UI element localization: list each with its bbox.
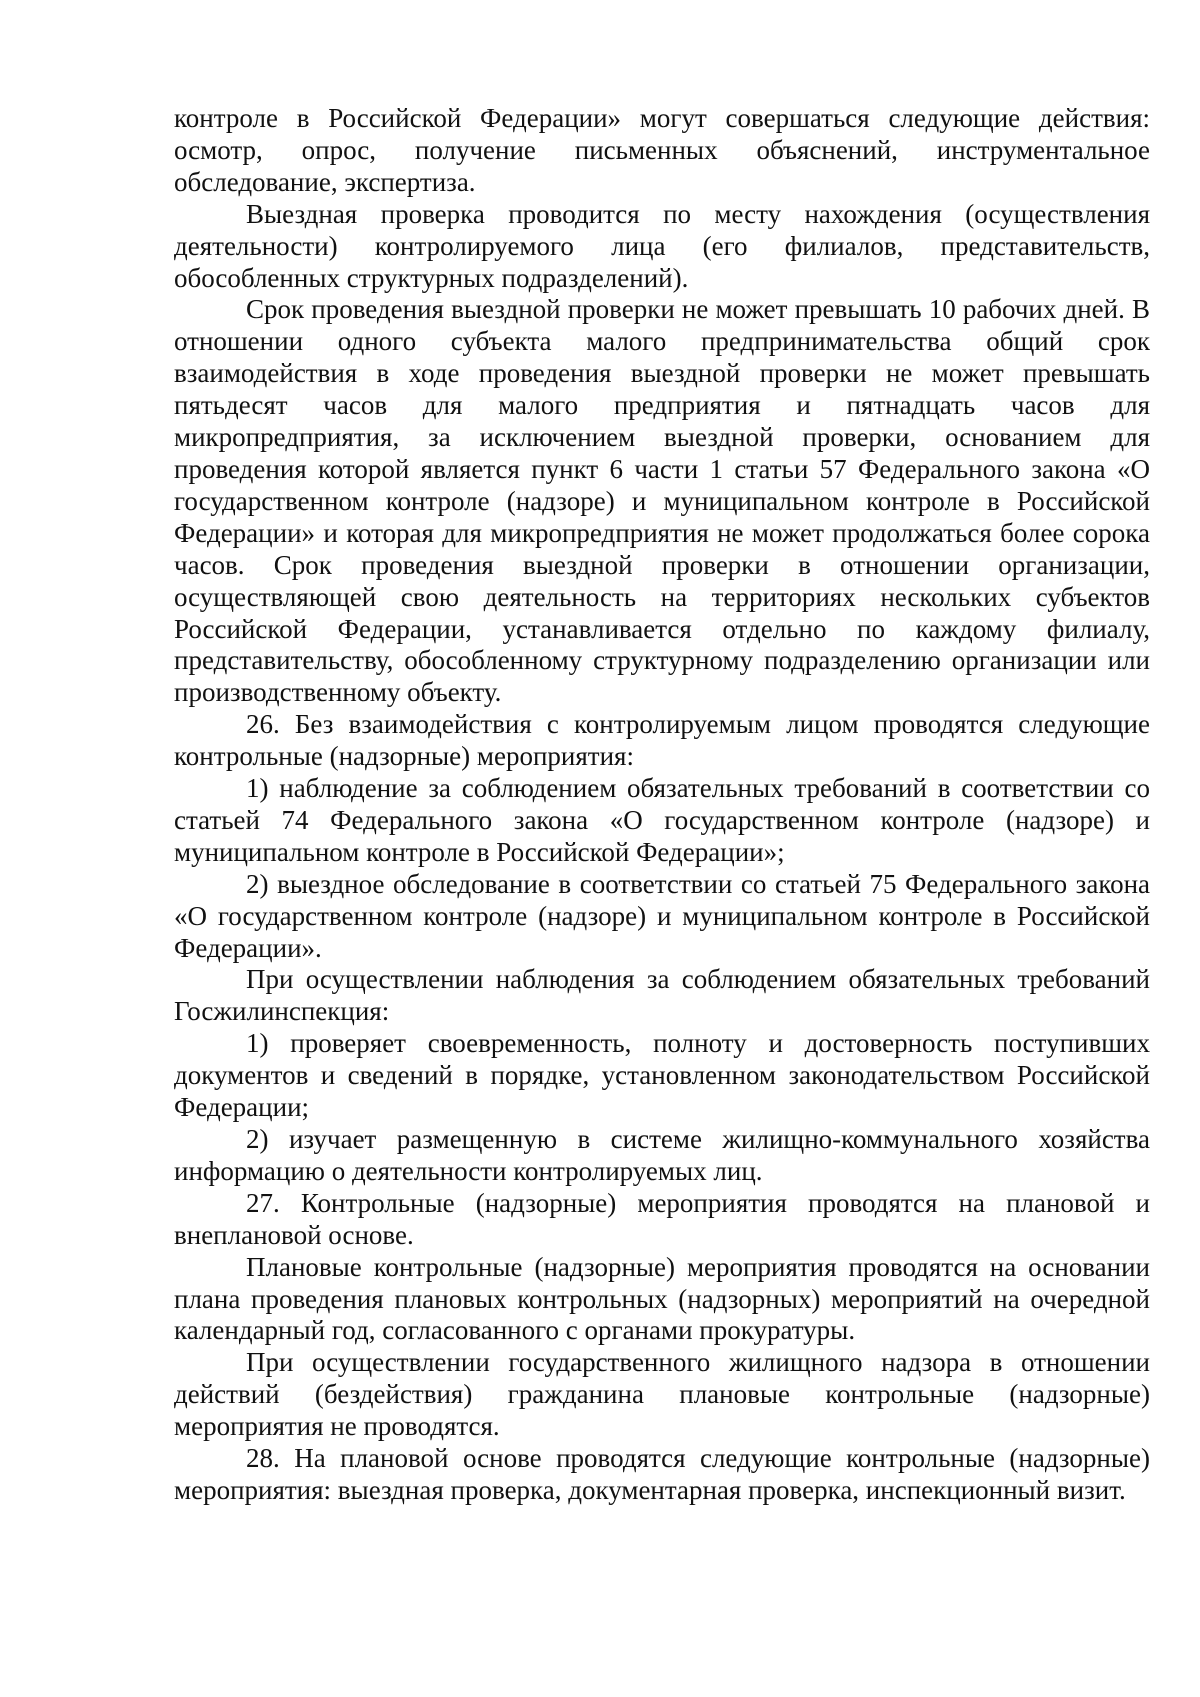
paragraph-9: 2) изучает размещенную в системе жилищно-коммунального хозяйства информацию о деятельности контролируемых лиц. xyxy=(174,1124,1150,1186)
paragraph-13: 28. На плановой основе проводятся следующие контрольные (надзорные) мероприятия: выездная проверка, документарная проверка, инспекционный визит. xyxy=(174,1443,1150,1505)
paragraph-11: Плановые контрольные (надзорные) мероприятия проводятся на основании плана проведения плановых контрольных (надзорных) мероприятий на очередной календарный год, согласованного с органами прокуратуры. xyxy=(174,1251,1150,1346)
document-page xyxy=(174,103,1150,1507)
paragraph-10: 27. Контрольные (надзорные) мероприятия проводятся на плановой и внеплановой основе. xyxy=(174,1187,1150,1250)
paragraph-7: При осуществлении наблюдения за соблюдением обязательных требований Госжилинспекция: xyxy=(174,964,1150,1027)
paragraph-4: 26. Без взаимодействия с контролируемым лицом проводятся следующие контрольные (надзорные) мероприятия: xyxy=(174,709,1150,772)
paragraph-6: 2) выездное обследование в соответствии со статьей 75 Федерального закона «О государственном контроле (надзоре) и муниципальном контроле в Российской Федерации». xyxy=(174,868,1150,963)
paragraph-12: При осуществлении государственного жилищного надзора в отношении действий (бездействия) гражданина плановые контрольные (надзорные) мероприятия не проводятся. xyxy=(174,1347,1150,1442)
paragraph-3: Срок проведения выездной проверки не может превышать 10 рабочих дней. В отношении одного субъекта малого предпринимательства общий срок взаимодействия в ходе проведения выездной проверки не может превышать пятьдесят часов для малого предприятия и пятнадцать часов для микропредприятия, за исключением выездной проверки, основанием для проведения которой является пункт 6 части 1 статьи 57 Федерального закона «О государственном контроле (надзоре) и муниципальном контроле в Российской Федерации» и которая для микропредприятия не может продолжаться более сорока часов. Срок проведения выездной проверки в отношении организации, осуществляющей свою деятельность на территориях нескольких субъектов Российской Федерации, устанавливается отдельно по каждому филиалу, представительству, обособленному структурному подразделению организации или производственному объекту. xyxy=(174,294,1150,708)
paragraph-2: Выездная проверка проводится по месту нахождения (осуществления деятельности) контролируемого лица (его филиалов, представительств, обособленных структурных подразделений). xyxy=(174,198,1150,293)
paragraph-8: 1) проверяет своевременность, полноту и достоверность поступивших документов и сведений в порядке, установленном законодательством Российской Федерации; xyxy=(174,1028,1150,1123)
paragraph-5: 1) наблюдение за соблюдением обязательных требований в соответствии со статьей 74 Федерального закона «О государственном контроле (надзоре) и муниципальном контроле в Российской Федерации»; xyxy=(174,773,1150,867)
paragraph-1: контроле в Российской Федерации» могут совершаться следующие действия: осмотр, опрос, получение письменных объяснений, инструментальное обследование, экспертиза. xyxy=(174,103,1150,197)
